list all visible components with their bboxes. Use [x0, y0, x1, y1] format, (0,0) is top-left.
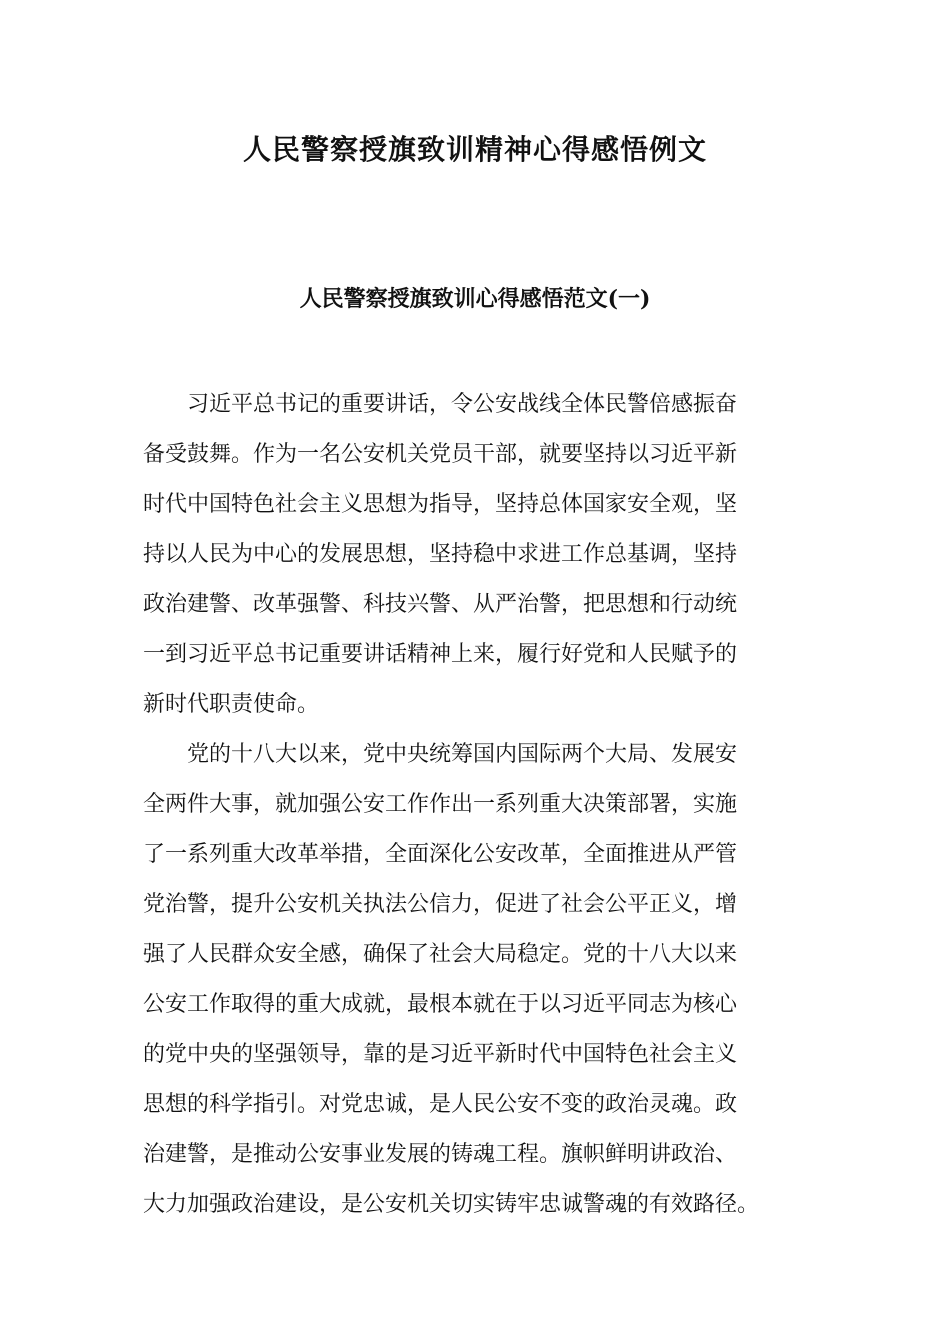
paragraph-line: 公安工作取得的重大成就，最根本就在于以习近平同志为核心 — [143, 992, 738, 1017]
paragraph-line: 全两件大事，就加强公安工作作出一系列重大决策部署，实施 — [143, 792, 738, 817]
paragraph — [143, 380, 803, 730]
paragraph-line: 党的十八大以来，党中央统筹国内国际两个大局、发展安 — [187, 742, 738, 767]
paragraph-line: 的党中央的坚强领导，靠的是习近平新时代中国特色社会主义 — [143, 1042, 738, 1067]
paragraph-line: 一到习近平总书记重要讲话精神上来，履行好党和人民赋予的 — [143, 642, 738, 667]
paragraph-line: 习近平总书记的重要讲话，令公安战线全体民警倍感振奋 — [187, 392, 738, 417]
paragraph-line: 治建警，是推动公安事业发展的铸魂工程。旗帜鲜明讲政治、 — [143, 1142, 738, 1167]
paragraph-line: 新时代职责使命。 — [143, 692, 320, 717]
paragraph-line: 党治警，提升公安机关执法公信力，促进了社会公平正义，增 — [143, 892, 738, 917]
document-body — [143, 380, 803, 1230]
section-title: 人民警察授旗致训心得感悟范文(一) — [299, 286, 651, 312]
paragraph-line: 思想的科学指引。对党忠诚，是人民公安不变的政治灵魂。政 — [143, 1092, 738, 1117]
paragraph — [143, 730, 803, 1230]
paragraph-line: 政治建警、改革强警、科技兴警、从严治警，把思想和行动统 — [143, 592, 738, 617]
paragraph-line: 强了人民群众安全感，确保了社会大局稳定。党的十八大以来 — [143, 942, 738, 967]
paragraph-line: 大力加强政治建设，是公安机关切实铸牢忠诚警魂的有效路径。 — [143, 1192, 760, 1217]
paragraph-line: 了一系列重大改革举措，全面深化公安改革，全面推进从严管 — [143, 842, 738, 867]
paragraph-line: 时代中国特色社会主义思想为指导，坚持总体国家安全观，坚 — [143, 492, 738, 517]
paragraph-line: 备受鼓舞。作为一名公安机关党员干部，就要坚持以习近平新 — [143, 442, 738, 467]
document-title: 人民警察授旗致训精神心得感悟例文 — [242, 133, 707, 166]
paragraph-line: 持以人民为中心的发展思想，坚持稳中求进工作总基调，坚持 — [143, 542, 738, 567]
